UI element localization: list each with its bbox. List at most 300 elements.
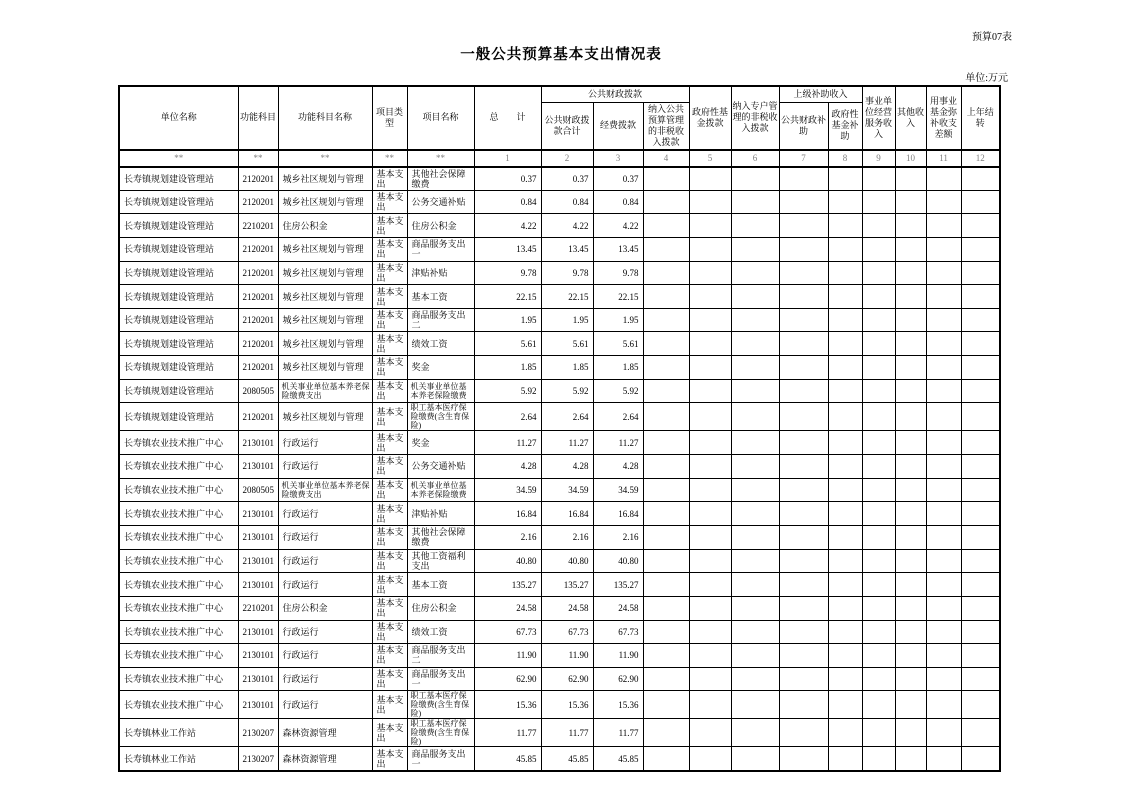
func-code-cell: 2130101: [238, 549, 278, 573]
table-row: [119, 478, 1000, 502]
column-number-cell: 12: [961, 150, 1000, 167]
nontax-in-budget-cell: [643, 502, 689, 526]
col-header-fund-allocation: 经费拨款: [593, 102, 643, 150]
operating-income-cell: [862, 455, 895, 479]
project-type-cell: 基本支出: [372, 502, 407, 526]
nontax-special-cell: [731, 644, 779, 668]
unit-name-cell: 长寿镇规划建设管理站: [119, 308, 238, 332]
nontax-special-cell: [731, 549, 779, 573]
gov-fund-subsidy-cell: [828, 620, 862, 644]
gov-fund-cell: [689, 190, 731, 214]
gov-fund-subsidy-cell: [828, 403, 862, 431]
table-row: [119, 549, 1000, 573]
table-row: [119, 431, 1000, 455]
fund-allocation-cell: 4.22: [593, 214, 643, 238]
func-code-cell: 2130101: [238, 667, 278, 691]
fund-balance-cell: [926, 596, 961, 620]
nontax-special-cell: [731, 379, 779, 403]
func-code-cell: 2120201: [238, 308, 278, 332]
project-name-cell: 其他社会保障缴费: [407, 525, 474, 549]
func-code-cell: 2210201: [238, 214, 278, 238]
gov-fund-cell: [689, 261, 731, 285]
col-header-fund-balance: 用事业基金弥补收支差额: [926, 86, 961, 150]
table-row: [119, 620, 1000, 644]
project-name-cell: 津贴补贴: [407, 261, 474, 285]
gov-fund-subsidy-cell: [828, 431, 862, 455]
func-code-cell: 2120201: [238, 356, 278, 380]
fund-allocation-cell: 15.36: [593, 691, 643, 719]
func-code-cell: 2130101: [238, 644, 278, 668]
fund-balance-cell: [926, 261, 961, 285]
public-finance-subsidy-cell: [779, 332, 828, 356]
func-code-cell: 2120201: [238, 332, 278, 356]
operating-income-cell: [862, 573, 895, 597]
project-type-cell: 基本支出: [372, 691, 407, 719]
nontax-special-cell: [731, 620, 779, 644]
fund-allocation-cell: 11.90: [593, 644, 643, 668]
operating-income-cell: [862, 525, 895, 549]
gov-fund-cell: [689, 214, 731, 238]
other-income-cell: [895, 356, 926, 380]
col-header-operating-income: 事业单位经营服务收入: [862, 86, 895, 150]
project-name-cell: 商品服务支出一: [407, 747, 474, 771]
table-row: [119, 214, 1000, 238]
project-type-cell: 基本支出: [372, 525, 407, 549]
table-row: [119, 573, 1000, 597]
column-number-cell: 2: [541, 150, 593, 167]
func-name-cell: 城乡社区规划与管理: [278, 332, 372, 356]
table-row: [119, 167, 1000, 191]
fund-allocation-cell: 2.16: [593, 525, 643, 549]
project-type-cell: 基本支出: [372, 455, 407, 479]
public-finance-total-cell: 9.78: [541, 261, 593, 285]
other-income-cell: [895, 167, 926, 191]
unit-name-cell: 长寿镇农业技术推广中心: [119, 455, 238, 479]
fund-balance-cell: [926, 431, 961, 455]
public-finance-subsidy-cell: [779, 525, 828, 549]
gov-fund-subsidy-cell: [828, 190, 862, 214]
nontax-in-budget-cell: [643, 332, 689, 356]
public-finance-total-cell: 5.61: [541, 332, 593, 356]
table-body: [119, 167, 1000, 771]
operating-income-cell: [862, 214, 895, 238]
nontax-in-budget-cell: [643, 285, 689, 309]
public-finance-total-cell: 2.16: [541, 525, 593, 549]
operating-income-cell: [862, 308, 895, 332]
carryover-cell: [961, 719, 1000, 747]
col-header-project-type: 项目类型: [372, 86, 407, 150]
func-code-cell: 2130101: [238, 620, 278, 644]
total-cell: 34.59: [474, 478, 541, 502]
other-income-cell: [895, 455, 926, 479]
project-name-cell: 住房公积金: [407, 596, 474, 620]
project-type-cell: 基本支出: [372, 308, 407, 332]
gov-fund-cell: [689, 379, 731, 403]
public-finance-total-cell: 40.80: [541, 549, 593, 573]
col-header-public-finance-total: 公共财政拨款合计: [541, 102, 593, 150]
operating-income-cell: [862, 403, 895, 431]
gov-fund-cell: [689, 431, 731, 455]
nontax-special-cell: [731, 308, 779, 332]
fund-balance-cell: [926, 502, 961, 526]
nontax-in-budget-cell: [643, 549, 689, 573]
operating-income-cell: [862, 502, 895, 526]
fund-balance-cell: [926, 747, 961, 771]
project-name-cell: 绩效工资: [407, 620, 474, 644]
other-income-cell: [895, 332, 926, 356]
unit-name-cell: 长寿镇农业技术推广中心: [119, 620, 238, 644]
total-cell: 2.64: [474, 403, 541, 431]
public-finance-subsidy-cell: [779, 644, 828, 668]
gov-fund-cell: [689, 596, 731, 620]
page-title: 一般公共预算基本支出情况表: [460, 47, 662, 63]
public-finance-total-cell: 4.28: [541, 455, 593, 479]
project-name-cell: 商品服务支出一: [407, 237, 474, 261]
public-finance-total-cell: 22.15: [541, 285, 593, 309]
gov-fund-cell: [689, 644, 731, 668]
nontax-special-cell: [731, 573, 779, 597]
project-name-cell: 职工基本医疗保险缴费(含生育保险): [407, 719, 474, 747]
table-row: [119, 502, 1000, 526]
carryover-cell: [961, 285, 1000, 309]
other-income-cell: [895, 620, 926, 644]
public-finance-subsidy-cell: [779, 190, 828, 214]
fund-allocation-cell: 34.59: [593, 478, 643, 502]
project-name-cell: 商品服务支出一: [407, 667, 474, 691]
other-income-cell: [895, 379, 926, 403]
func-code-cell: 2120201: [238, 285, 278, 309]
col-group-superior-subsidy: 上级补助收入: [779, 86, 862, 102]
project-type-cell: 基本支出: [372, 379, 407, 403]
fund-balance-cell: [926, 214, 961, 238]
gov-fund-subsidy-cell: [828, 237, 862, 261]
carryover-cell: [961, 379, 1000, 403]
func-code-cell: 2130101: [238, 691, 278, 719]
carryover-cell: [961, 549, 1000, 573]
fund-allocation-cell: 67.73: [593, 620, 643, 644]
gov-fund-subsidy-cell: [828, 261, 862, 285]
carryover-cell: [961, 644, 1000, 668]
project-type-cell: 基本支出: [372, 403, 407, 431]
unit-name-cell: 长寿镇林业工作站: [119, 719, 238, 747]
public-finance-total-cell: 2.64: [541, 403, 593, 431]
operating-income-cell: [862, 237, 895, 261]
project-type-cell: 基本支出: [372, 478, 407, 502]
table-row: [119, 719, 1000, 747]
func-code-cell: 2120201: [238, 190, 278, 214]
fund-balance-cell: [926, 455, 961, 479]
func-name-cell: 城乡社区规划与管理: [278, 356, 372, 380]
func-code-cell: 2130101: [238, 455, 278, 479]
public-finance-total-cell: 45.85: [541, 747, 593, 771]
public-finance-total-cell: 67.73: [541, 620, 593, 644]
carryover-cell: [961, 167, 1000, 191]
col-header-func-code: 功能科目: [238, 86, 278, 150]
col-header-other-income: 其他收入: [895, 86, 926, 150]
gov-fund-subsidy-cell: [828, 356, 862, 380]
fund-allocation-cell: 13.45: [593, 237, 643, 261]
fund-balance-cell: [926, 356, 961, 380]
fund-allocation-cell: 4.28: [593, 455, 643, 479]
table-row: [119, 747, 1000, 771]
carryover-cell: [961, 403, 1000, 431]
func-code-cell: 2130101: [238, 525, 278, 549]
operating-income-cell: [862, 644, 895, 668]
public-finance-subsidy-cell: [779, 455, 828, 479]
nontax-in-budget-cell: [643, 190, 689, 214]
fund-balance-cell: [926, 190, 961, 214]
gov-fund-subsidy-cell: [828, 747, 862, 771]
gov-fund-cell: [689, 549, 731, 573]
public-finance-total-cell: 15.36: [541, 691, 593, 719]
project-name-cell: 商品服务支出二: [407, 308, 474, 332]
col-header-func-name: 功能科目名称: [278, 86, 372, 150]
table-row: [119, 403, 1000, 431]
total-cell: 11.90: [474, 644, 541, 668]
unit-name-cell: 长寿镇农业技术推广中心: [119, 549, 238, 573]
public-finance-subsidy-cell: [779, 620, 828, 644]
gov-fund-cell: [689, 525, 731, 549]
other-income-cell: [895, 573, 926, 597]
project-name-cell: 商品服务支出二: [407, 644, 474, 668]
total-cell: 24.58: [474, 596, 541, 620]
unit-name-cell: 长寿镇规划建设管理站: [119, 285, 238, 309]
column-number-row: [119, 150, 1000, 167]
unit-name-cell: 长寿镇农业技术推广中心: [119, 502, 238, 526]
nontax-special-cell: [731, 237, 779, 261]
func-code-cell: 2210201: [238, 596, 278, 620]
fund-allocation-cell: 5.92: [593, 379, 643, 403]
func-name-cell: 森林资源管理: [278, 719, 372, 747]
fund-balance-cell: [926, 691, 961, 719]
unit-name-cell: 长寿镇规划建设管理站: [119, 214, 238, 238]
public-finance-subsidy-cell: [779, 379, 828, 403]
func-code-cell: 2130101: [238, 573, 278, 597]
table-row: [119, 285, 1000, 309]
carryover-cell: [961, 667, 1000, 691]
nontax-in-budget-cell: [643, 644, 689, 668]
project-name-cell: 奖金: [407, 431, 474, 455]
project-type-cell: 基本支出: [372, 620, 407, 644]
fund-allocation-cell: 0.37: [593, 167, 643, 191]
nontax-special-cell: [731, 285, 779, 309]
nontax-in-budget-cell: [643, 379, 689, 403]
public-finance-subsidy-cell: [779, 549, 828, 573]
public-finance-subsidy-cell: [779, 478, 828, 502]
public-finance-total-cell: 24.58: [541, 596, 593, 620]
gov-fund-subsidy-cell: [828, 691, 862, 719]
operating-income-cell: [862, 667, 895, 691]
nontax-in-budget-cell: [643, 747, 689, 771]
unit-name-cell: 长寿镇规划建设管理站: [119, 237, 238, 261]
public-finance-total-cell: 11.90: [541, 644, 593, 668]
gov-fund-subsidy-cell: [828, 379, 862, 403]
column-number-cell: **: [119, 150, 238, 167]
col-header-gov-fund-subsidy: 政府性基金补助: [828, 102, 862, 150]
col-header-unit-name: 单位名称: [119, 86, 238, 150]
project-name-cell: 公务交通补贴: [407, 190, 474, 214]
func-code-cell: 2130207: [238, 719, 278, 747]
table-row: [119, 261, 1000, 285]
nontax-in-budget-cell: [643, 455, 689, 479]
nontax-special-cell: [731, 719, 779, 747]
project-type-cell: 基本支出: [372, 190, 407, 214]
fund-allocation-cell: 9.78: [593, 261, 643, 285]
total-cell: 0.84: [474, 190, 541, 214]
fund-allocation-cell: 40.80: [593, 549, 643, 573]
other-income-cell: [895, 667, 926, 691]
total-cell: 62.90: [474, 667, 541, 691]
public-finance-total-cell: 11.77: [541, 719, 593, 747]
public-finance-total-cell: 1.85: [541, 356, 593, 380]
public-finance-subsidy-cell: [779, 691, 828, 719]
gov-fund-cell: [689, 285, 731, 309]
carryover-cell: [961, 525, 1000, 549]
project-name-cell: 其他工资福利支出: [407, 549, 474, 573]
total-cell: 16.84: [474, 502, 541, 526]
carryover-cell: [961, 691, 1000, 719]
func-name-cell: 机关事业单位基本养老保险缴费支出: [278, 478, 372, 502]
project-name-cell: 公务交通补贴: [407, 455, 474, 479]
fund-allocation-cell: 0.84: [593, 190, 643, 214]
table-row: [119, 379, 1000, 403]
carryover-cell: [961, 214, 1000, 238]
gov-fund-subsidy-cell: [828, 478, 862, 502]
table-row: [119, 667, 1000, 691]
carryover-cell: [961, 596, 1000, 620]
other-income-cell: [895, 478, 926, 502]
col-header-nontax-in-budget: 纳入公共预算管理的非税收入拨款: [643, 102, 689, 150]
public-finance-total-cell: 34.59: [541, 478, 593, 502]
fund-balance-cell: [926, 644, 961, 668]
public-finance-subsidy-cell: [779, 167, 828, 191]
func-name-cell: 城乡社区规划与管理: [278, 285, 372, 309]
fund-balance-cell: [926, 719, 961, 747]
total-cell: 15.36: [474, 691, 541, 719]
public-finance-total-cell: 0.84: [541, 190, 593, 214]
nontax-in-budget-cell: [643, 261, 689, 285]
public-finance-total-cell: 4.22: [541, 214, 593, 238]
column-number-cell: 5: [689, 150, 731, 167]
table-row: [119, 332, 1000, 356]
table-row: [119, 596, 1000, 620]
gov-fund-cell: [689, 691, 731, 719]
carryover-cell: [961, 747, 1000, 771]
nontax-special-cell: [731, 478, 779, 502]
nontax-in-budget-cell: [643, 667, 689, 691]
fund-balance-cell: [926, 379, 961, 403]
func-name-cell: 住房公积金: [278, 596, 372, 620]
nontax-in-budget-cell: [643, 596, 689, 620]
unit-name-cell: 长寿镇规划建设管理站: [119, 261, 238, 285]
column-number-cell: **: [372, 150, 407, 167]
carryover-cell: [961, 502, 1000, 526]
column-number-cell: **: [238, 150, 278, 167]
operating-income-cell: [862, 719, 895, 747]
operating-income-cell: [862, 478, 895, 502]
gov-fund-subsidy-cell: [828, 549, 862, 573]
carryover-cell: [961, 573, 1000, 597]
total-cell: 0.37: [474, 167, 541, 191]
unit-name-cell: 长寿镇规划建设管理站: [119, 167, 238, 191]
fund-balance-cell: [926, 667, 961, 691]
nontax-special-cell: [731, 214, 779, 238]
unit-name-cell: 长寿镇农业技术推广中心: [119, 644, 238, 668]
total-cell: 135.27: [474, 573, 541, 597]
operating-income-cell: [862, 691, 895, 719]
public-finance-subsidy-cell: [779, 403, 828, 431]
total-cell: 2.16: [474, 525, 541, 549]
total-cell: 13.45: [474, 237, 541, 261]
fund-allocation-cell: 11.27: [593, 431, 643, 455]
total-cell: 9.78: [474, 261, 541, 285]
func-name-cell: 行政运行: [278, 573, 372, 597]
unit-name-cell: 长寿镇农业技术推广中心: [119, 431, 238, 455]
func-name-cell: 行政运行: [278, 455, 372, 479]
other-income-cell: [895, 308, 926, 332]
gov-fund-subsidy-cell: [828, 719, 862, 747]
public-finance-total-cell: 135.27: [541, 573, 593, 597]
column-number-cell: 8: [828, 150, 862, 167]
col-header-public-finance-subsidy: 公共财政补助: [779, 102, 828, 150]
nontax-special-cell: [731, 667, 779, 691]
budget-expenditure-table: [118, 85, 1001, 772]
column-number-cell: **: [278, 150, 372, 167]
total-cell: 45.85: [474, 747, 541, 771]
unit-name-cell: 长寿镇农业技术推广中心: [119, 596, 238, 620]
public-finance-subsidy-cell: [779, 719, 828, 747]
unit-name-cell: 长寿镇农业技术推广中心: [119, 667, 238, 691]
public-finance-subsidy-cell: [779, 431, 828, 455]
gov-fund-cell: [689, 356, 731, 380]
nontax-special-cell: [731, 403, 779, 431]
operating-income-cell: [862, 747, 895, 771]
fund-allocation-cell: 62.90: [593, 667, 643, 691]
project-type-cell: 基本支出: [372, 719, 407, 747]
nontax-special-cell: [731, 190, 779, 214]
fund-allocation-cell: 45.85: [593, 747, 643, 771]
nontax-in-budget-cell: [643, 573, 689, 597]
col-header-project-name: 项目名称: [407, 86, 474, 150]
func-code-cell: 2130207: [238, 747, 278, 771]
total-cell: 40.80: [474, 549, 541, 573]
other-income-cell: [895, 431, 926, 455]
project-name-cell: 津贴补贴: [407, 502, 474, 526]
unit-name-cell: 长寿镇林业工作站: [119, 747, 238, 771]
nontax-in-budget-cell: [643, 308, 689, 332]
nontax-special-cell: [731, 691, 779, 719]
carryover-cell: [961, 237, 1000, 261]
fund-balance-cell: [926, 403, 961, 431]
public-finance-subsidy-cell: [779, 237, 828, 261]
func-name-cell: 行政运行: [278, 620, 372, 644]
nontax-special-cell: [731, 455, 779, 479]
public-finance-subsidy-cell: [779, 285, 828, 309]
fund-balance-cell: [926, 237, 961, 261]
carryover-cell: [961, 431, 1000, 455]
project-type-cell: 基本支出: [372, 667, 407, 691]
other-income-cell: [895, 691, 926, 719]
total-cell: 4.28: [474, 455, 541, 479]
column-number-cell: 6: [731, 150, 779, 167]
project-name-cell: 其他社会保障缴费: [407, 167, 474, 191]
nontax-special-cell: [731, 332, 779, 356]
project-name-cell: 奖金: [407, 356, 474, 380]
table-row: [119, 356, 1000, 380]
func-code-cell: 2120201: [238, 167, 278, 191]
fund-balance-cell: [926, 620, 961, 644]
func-code-cell: 2080505: [238, 379, 278, 403]
